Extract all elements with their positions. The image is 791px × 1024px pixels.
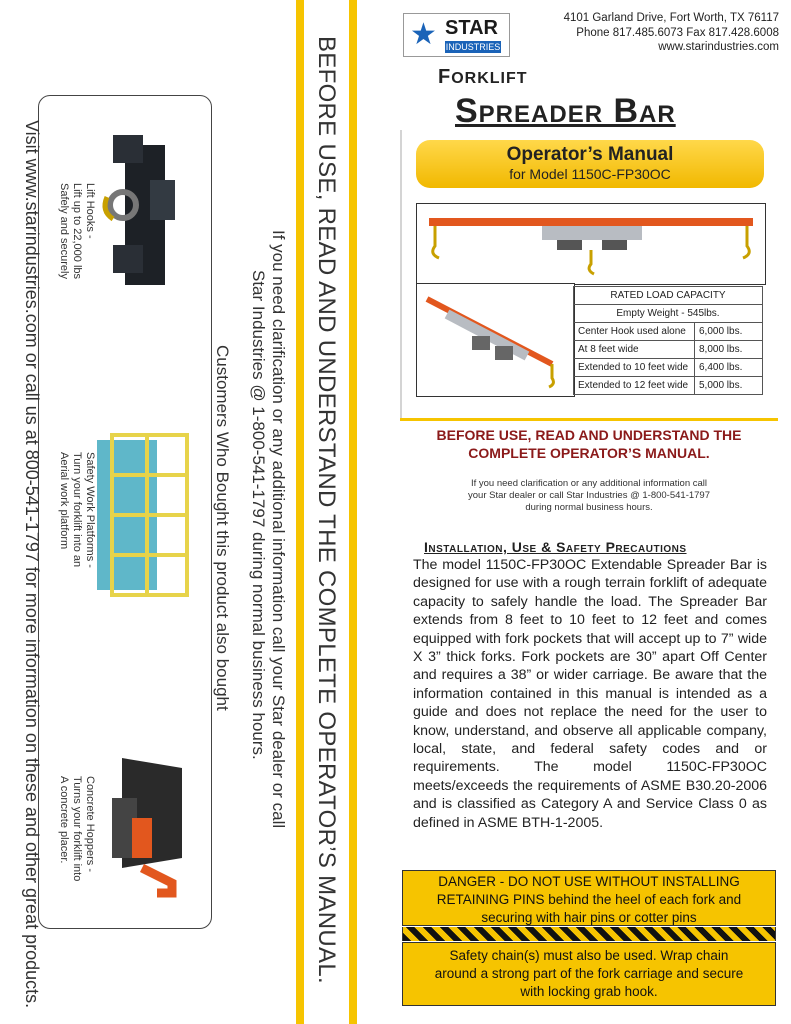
customers-also-bought: Customers Who Bought this product also bought [213,345,232,711]
before-use-warning: BEFORE USE, READ AND UNDERSTAND THE COMPLETE OPERATOR’S MANUAL. [436,427,742,461]
logo-sub: INDUSTRIES [445,42,501,52]
before-use-vertical-text: BEFORE USE, READ AND UNDERSTAND THE COMPLETE OPERATOR’S MANUAL. [313,36,340,984]
section-heading: Installation, Use & Safety Precautions [424,539,687,555]
category-label: FORKLIFT [438,66,528,88]
clarification-note: If you need clarification or any additional information call your Star dealer or call Star Industries @ 1-800-541-1797 during normal business hours. [468,478,710,513]
address-line: 4101 Garland Drive, Fort Worth, TX 76117 [563,12,779,24]
website-line: www.starindustries.com [658,41,779,53]
product-caption-hoppers: Concrete Hoppers - Turns your forklift into A concrete placer. [58,776,96,882]
phone-line: Phone 817.485.6073 Fax 817.428.6008 [576,26,779,39]
concrete-hopper-image [102,748,192,898]
visit-website-text: Visit www.starindustries.com or call us at 800-541-1797 for more information on these and other great products. [22,120,42,1009]
table-row: Extended to 10 feet wide 6,400 lbs. [574,359,763,377]
table-row: At 8 feet wide 8,000 lbs. [574,341,763,359]
work-platform-image [92,430,192,600]
operators-manual-banner [416,140,764,188]
table-row: Center Hook used alone 6,000 lbs. [574,323,763,341]
divider-bar-left [296,0,304,1024]
company-address [564,11,779,55]
column-rule [400,130,402,420]
danger-safety-chain: Safety chain(s) must also be used. Wrap chain around a strong part of the fork carriage and secure with locking grab hook. [402,942,776,1006]
star-industries-logo [403,13,510,57]
table-heading: RATED LOAD CAPACITY [574,287,763,305]
manual-title: Operator’s Manual [506,144,674,165]
hazard-stripe [402,927,776,941]
rated-load-table [573,286,763,395]
danger-retaining-pins: DANGER - DO NOT USE WITHOUT INSTALLING RETAINING PINS behind the heel of each fork and securing with hair pins or cotter pins [402,870,776,926]
table-row: Extended to 12 feet wide 5,000 lbs. [574,377,763,395]
spreader-bar-angle-image [416,283,575,397]
section-divider [400,418,778,421]
lift-hook-image [95,125,195,300]
table-subheading: Empty Weight - 545lbs. [574,305,763,323]
divider-bar-right [349,0,357,1024]
star-icon: ★ [410,18,437,51]
section-body: The model 1150C-FP30OC Extendable Spreader Bar is designed for use with a rough terrain forklift of adequate capacity to safely handle the load. The Spreader Bar extends from 8 feet to 10 feet to 12 feet and comes equipped with fork pockets that will accept up to 7” wide X 3” thick forks. Fork pockets are 30” apart Off Center and requires a 38” or wider carriage. Be aware that the information contained in this manual is intended as a guide and does not replace the need for the user to know, understand, and observe all applicable company, local, state, and federal safety codes and or requirements. The model 1150C-FP30OC meets/exceeds the requirements of ASME B30.20-2006 and is classified as Category A and Service Class 0 as defined in ASME BTH-1-2005. [413,557,767,831]
clarification-line-2: Star Industries @ 1-800-541-1797 during normal business hours. [249,270,268,760]
logo-word: STAR [445,17,498,39]
model-line: for Model 1150C-FP30OC [509,166,671,182]
spreader-bar-front-image [416,203,766,285]
page-title: Spreader Bar [455,92,676,130]
clarification-line-1: If you need clarification or any additional information call your Star dealer or call [269,230,288,829]
product-caption-lift-hooks: Lift Hooks - Lift up to 22,000 lbs Safely and securely [58,183,96,280]
product-caption-platforms: Safety Work Platforms - Turn your forklift into an Aerial work platform [58,452,96,568]
